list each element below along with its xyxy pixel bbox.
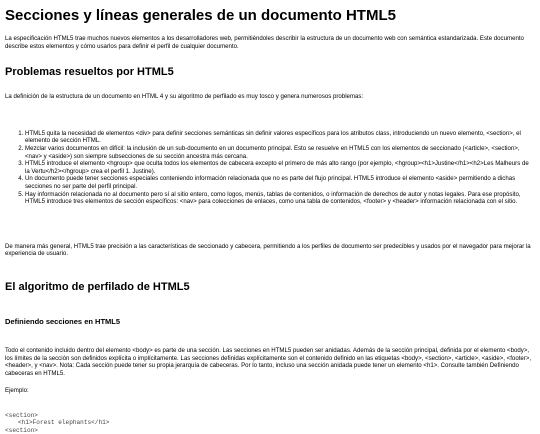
page-title: Secciones y líneas generales de un documento HTML5 (5, 7, 396, 24)
list-item: 3. HTML5 introduce el elemento <hgroup> que oculta todos los elementos de cabecera excepto el primero de más alto rango (por ejemplo, <hgroup><h1>Justine</h1><h2>Les Malheurs de la Vertu</h2></hgroup> crea el perfil 1. Justine). (25, 160, 535, 175)
conclusion-paragraph: De manera más general, HTML5 trae precisión a las características de seccionado y cabecera, permitiendo a los perfiles de documento ser predecibles y usados por el navegador para mejorar la experiencia de usuario. (5, 242, 531, 258)
list-item: 2. Mezclar varios documentos en difícil: la inclusión de un sub-documento en un documento principal. Esto se resuelve en HTML5 con los elementos de seccionado (<article>, <section>, <nav> y <aside>) son siempre subsecciones de su sección ancestra más cercana. (25, 145, 535, 160)
document-page (0, 7, 540, 434)
code-example (5, 412, 535, 434)
definition-paragraph: La definición de la estructura de un documento en HTML 4 y su algoritmo de perfilado es muy tosco y genera numerosos problemas: (5, 93, 364, 101)
example-label: Ejemplo: (5, 387, 29, 395)
code-line: <h1>Forest elephants</h1> (18, 419, 110, 427)
code-line: <section> (5, 426, 38, 434)
problemas-heading: Problemas resueltos por HTML5 (5, 66, 174, 79)
problems-list (5, 130, 535, 206)
sections-paragraph: Todo el contenido incluido dentro del elemento <body> es parte de una sección. Las secciones en HTML5 pueden ser anidadas. Además de la sección principal, definida por el elemento <body>, los límites de la sección son definidos explícita o implícitamente. Las secciones definidas explícitamente son el contenido definido en las etiquetas <body>, <section>, <article>, <aside>, <footer>, <header>, y <nav>. Nota: Cada sección puede tener su propia jerarquía de cabeceras. Por lo tanto, incluso una sección anidada puede tener un elemento <h1>. Consulte también Definiendo cabeceras en HTML5. (5, 346, 532, 377)
code-line: <section> (5, 411, 38, 419)
list-item: 4. Un documento puede tener secciones especiales conteniendo información relacionada que no es parte del flujo principal. HTML5 introduce el elemento <aside> permitiendo a dichas secciones no ser parte del perfil principal. (25, 175, 535, 190)
algoritmo-heading: El algoritmo de perfilado de HTML5 (5, 280, 190, 293)
definiendo-heading: Definiendo secciones en HTML5 (5, 316, 121, 326)
intro-paragraph: La especificación HTML5 trae muchos nuevos elementos a los desarrolladores web, permitiéndoles describir la estructura de un documento web con semántica estandarizada. Este documento describe estos elementos y cómo usarlos para definir el perfil de cualquier documento. (5, 35, 524, 50)
list-item: 1. HTML5 quita la necesidad de elementos <div> para definir secciones semánticas sin definir valores específicos para los atributos class, introduciendo un nuevo elemento, <section>, el elemento de sección HTML. (25, 130, 535, 145)
list-item: 5. Hay información relacionada no al documento pero sí al sitio entero, como logos, menús, tablas de contenidos, o información de derechos de autor y notas legales. Para ese propósito, HTML5 introduce tres elementos de sección específicos: <nav> para colecciones de enlaces, como una tabla de contenidos, <footer> y <header> información relacionada con el sitio. (25, 191, 535, 206)
